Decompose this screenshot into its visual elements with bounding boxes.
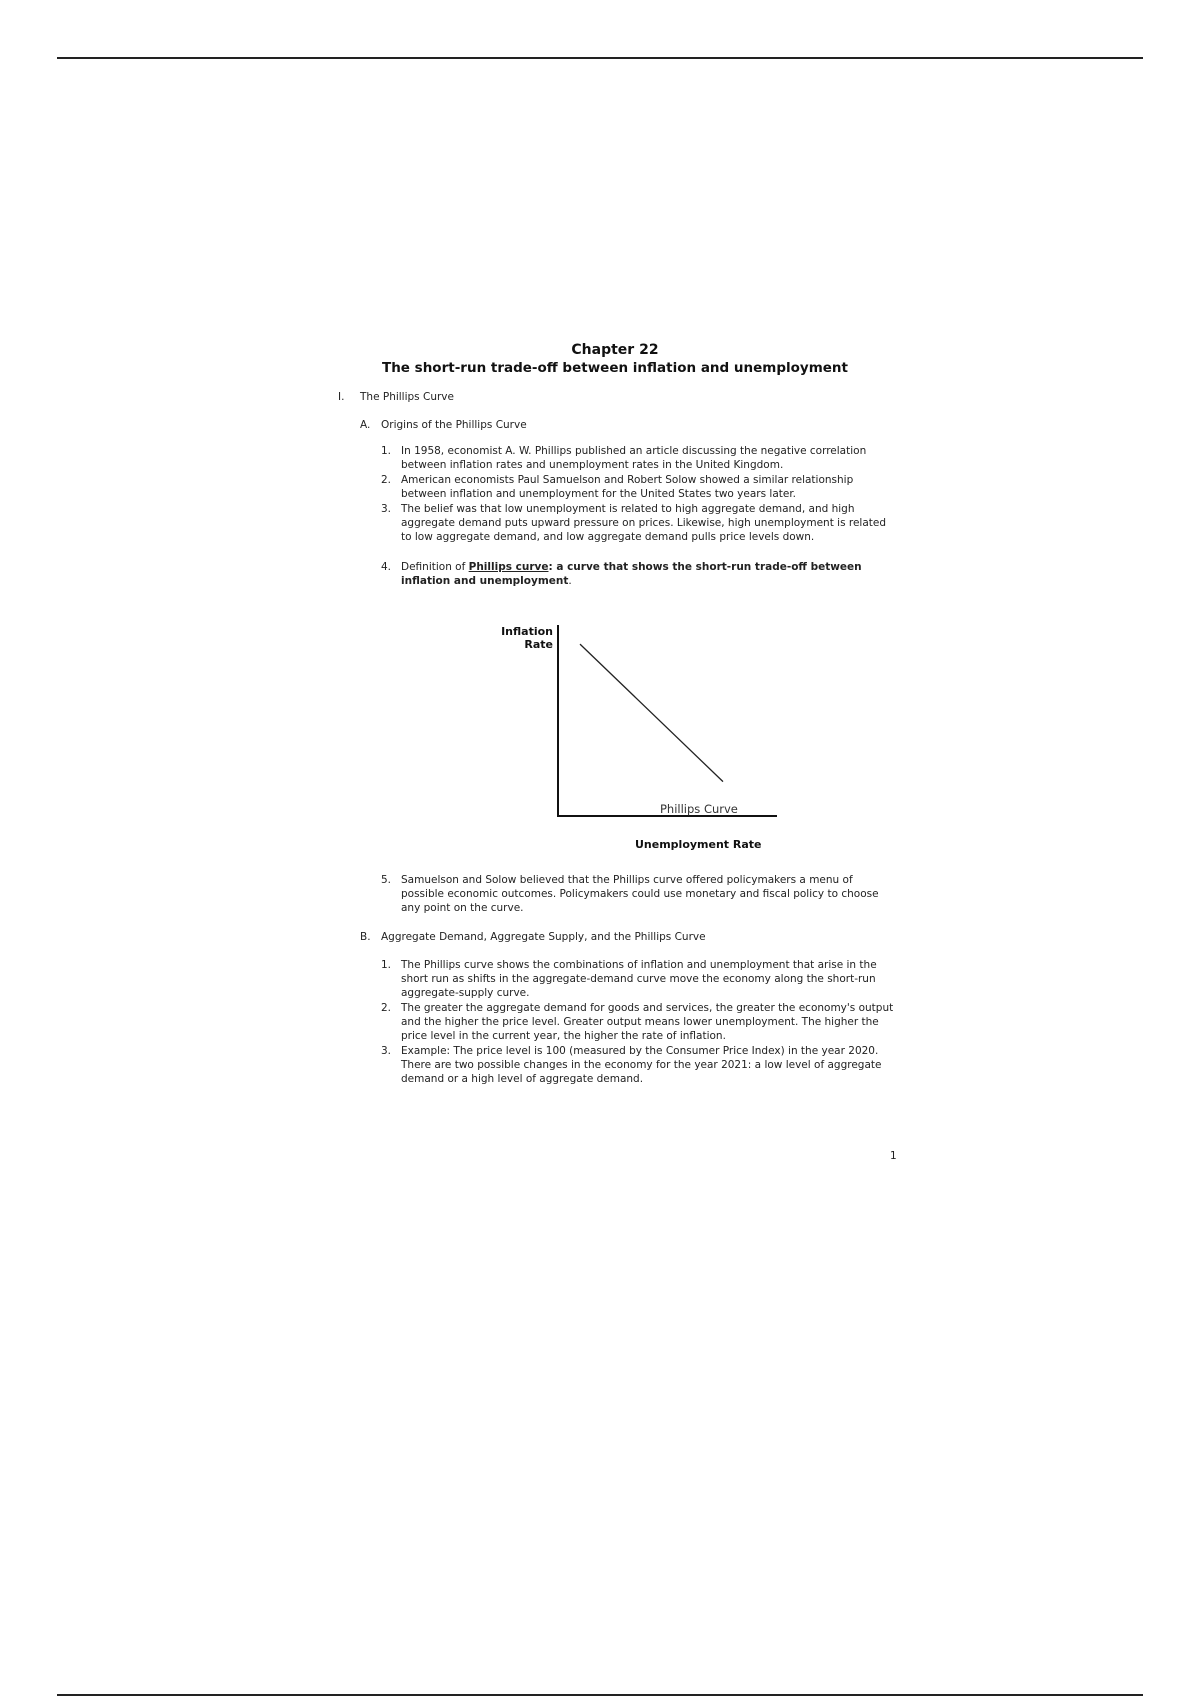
- bottom-divider: [57, 1694, 1143, 1696]
- definition-prefix: Definition of: [401, 561, 469, 573]
- chart-plot-area: [465, 625, 825, 865]
- definition-text: inflation and unemployment: [401, 575, 569, 587]
- list-item-line: short run as shifts in the aggregate-demand curve move the economy along the short-run: [401, 973, 876, 985]
- list-item-number: 2.: [381, 474, 392, 486]
- section-i-heading: The Phillips Curve: [360, 391, 454, 403]
- list-item-number: 3.: [381, 1045, 392, 1057]
- list-item-line: Example: The price level is 100 (measured by the Consumer Price Index) in the year 2020.: [401, 1045, 879, 1057]
- y-axis-label-line: Rate: [524, 638, 553, 651]
- list-item-line: The Phillips curve shows the combinations of inflation and unemployment that arise in the: [401, 959, 877, 971]
- list-item-line: any point on the curve.: [401, 902, 524, 914]
- list-item-line: between inflation rates and unemployment rates in the United Kingdom.: [401, 459, 784, 471]
- list-item-number: 1.: [381, 445, 392, 457]
- definition-line: [401, 574, 572, 589]
- list-item-number: 1.: [381, 959, 392, 971]
- list-item-line: and the higher the price level. Greater output means lower unemployment. The higher the: [401, 1016, 879, 1028]
- list-item-line: In 1958, economist A. W. Phillips published an article discussing the negative correlation: [401, 445, 867, 457]
- phillips-curve-chart: [465, 625, 825, 865]
- list-item-line: aggregate demand puts upward pressure on prices. Likewise, high unemployment is related: [401, 517, 887, 529]
- list-item-line: to low aggregate demand, and low aggregate demand pulls price levels down.: [401, 531, 815, 543]
- section-a-heading: Origins of the Phillips Curve: [381, 419, 527, 431]
- definition-end: .: [568, 575, 572, 587]
- list-item-line: demand or a high level of aggregate demand.: [401, 1073, 644, 1085]
- series-label: Phillips Curve: [660, 802, 738, 816]
- definition-term: Phillips curve: [468, 561, 549, 573]
- list-item-number: 3.: [381, 503, 392, 515]
- section-i-marker: I.: [338, 391, 345, 403]
- list-item-line: The greater the aggregate demand for goods and services, the greater the economy's output: [401, 1002, 894, 1014]
- top-divider: [57, 57, 1143, 59]
- list-item-line: American economists Paul Samuelson and Robert Solow showed a similar relationship: [401, 474, 854, 486]
- y-axis-label-line: Inflation: [501, 625, 553, 638]
- list-item-line: There are two possible changes in the economy for the year 2021: a low level of aggregate: [401, 1059, 882, 1071]
- list-item-line: possible economic outcomes. Policymakers could use monetary and fiscal policy to choose: [401, 888, 879, 900]
- phillips-curve-line: [580, 644, 723, 782]
- list-item-number: 4.: [381, 561, 392, 573]
- list-item-line: between inflation and unemployment for the United States two years later.: [401, 488, 797, 500]
- list-item-line: Samuelson and Solow believed that the Phillips curve offered policymakers a menu of: [401, 874, 853, 886]
- page-number: 1: [890, 1150, 897, 1162]
- list-item-line: aggregate-supply curve.: [401, 987, 530, 999]
- chapter-subtitle: The short-run trade-off between inflation and unemployment: [381, 360, 848, 376]
- section-b-heading: Aggregate Demand, Aggregate Supply, and the Phillips Curve: [381, 931, 706, 943]
- list-item-number: 5.: [381, 874, 392, 886]
- section-a-marker: A.: [360, 419, 371, 431]
- document-page: [250, 270, 980, 1210]
- definition-text: : a curve that shows the short-run trade-off between: [548, 561, 862, 573]
- definition-line: [401, 560, 862, 575]
- x-axis-label: Unemployment Rate: [635, 838, 762, 851]
- chapter-title: Chapter 22: [571, 342, 659, 358]
- section-b-marker: B.: [360, 931, 371, 943]
- list-item-number: 2.: [381, 1002, 392, 1014]
- list-item-line: The belief was that low unemployment is related to high aggregate demand, and high: [401, 503, 855, 515]
- list-item-line: price level in the current year, the higher the rate of inflation.: [401, 1030, 726, 1042]
